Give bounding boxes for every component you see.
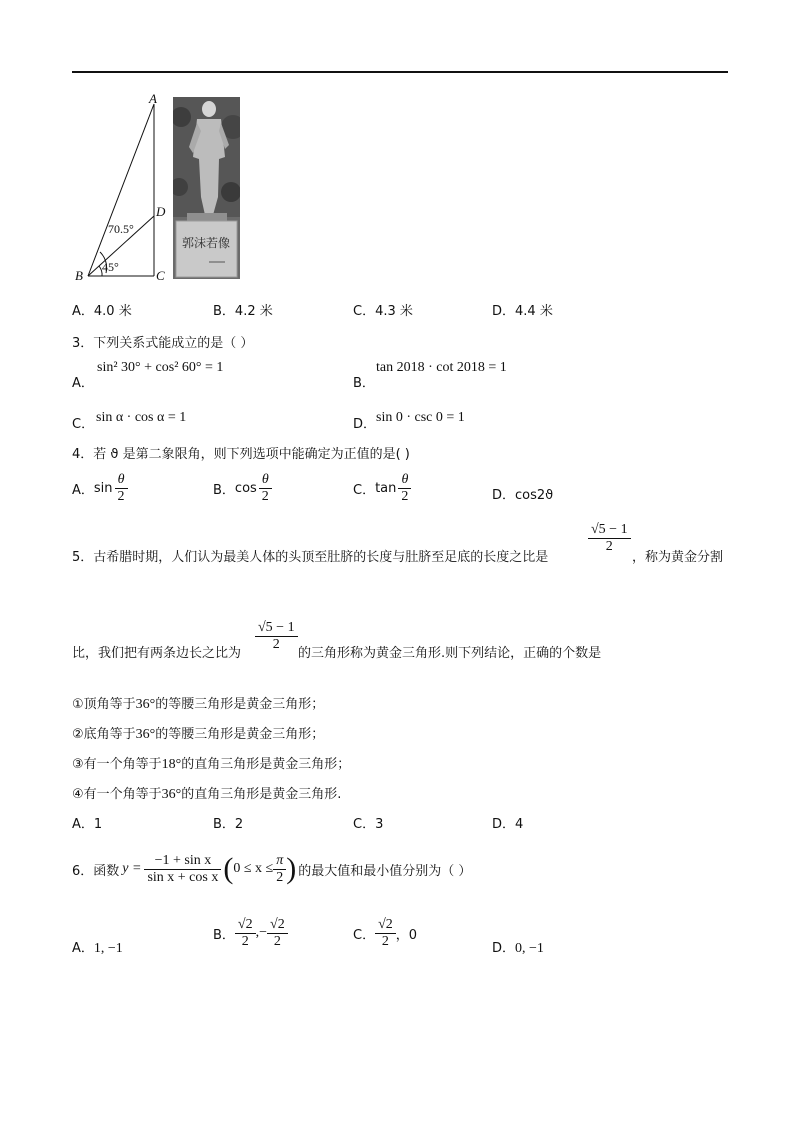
side-ab — [88, 104, 154, 276]
q6-option-b[interactable]: B． $\frac{√2}{2}$ ,− $\frac{√2}{2}$ — [213, 912, 288, 954]
q5-item-3: ③有一个角等于18°的直角三角形是黄金三角形； — [72, 757, 351, 772]
q6-domain-fraction: $\frac{\pi}{2}$ — [273, 853, 286, 886]
q3-option-c-expr[interactable]: sin α · cos α = 1 — [96, 410, 187, 425]
q5-ratio-1: $\frac{√5 - 1}{2}$ — [588, 522, 631, 555]
q5-item-4: ④有一个角等于36°的直角三角形是黄金三角形. — [72, 787, 342, 802]
plaque-inscription: 郭沫若像 — [181, 236, 231, 250]
q5-option-a[interactable]: A．1 — [72, 817, 103, 832]
q4-option-b[interactable]: B． cos $\frac{\theta}{2}$ — [213, 470, 272, 506]
triangle-diagram — [70, 88, 175, 283]
label-d: D — [156, 204, 166, 219]
q2-option-a[interactable]: A．4.0 米 — [72, 304, 132, 319]
q3-option-a-letter[interactable]: A． — [72, 376, 94, 391]
q3-option-c-letter[interactable]: C． — [72, 417, 95, 432]
q4-option-d[interactable]: D．cos2ϑ — [492, 488, 554, 503]
q5-ratio-2: $\frac{√5 - 1}{2}$ — [255, 620, 298, 653]
q4-option-a[interactable]: A． sin $\frac{\theta}{2}$ — [72, 470, 128, 506]
q5-option-d[interactable]: D．4 — [492, 817, 524, 832]
q6-option-c[interactable]: C． $\frac{√2}{2}$ ，0 — [353, 916, 418, 949]
q5-option-b[interactable]: B．2 — [213, 817, 244, 832]
q5-line1-tail: ，称为黄金分割 — [632, 550, 724, 565]
q6-option-d[interactable]: D．0, −1 — [492, 941, 544, 956]
q3-option-b-letter[interactable]: B． — [353, 376, 375, 391]
q6-option-a[interactable]: A．1, −1 — [72, 941, 123, 956]
label-c: C — [156, 268, 165, 283]
q4-stem: 4．若 ϑ 是第二象限角，则下列选项中能确定为正值的是( ) — [72, 447, 410, 462]
q4-option-c[interactable]: C． tan $\frac{\theta}{2}$ — [353, 470, 411, 506]
label-angle-70: 70.5° — [108, 222, 134, 236]
q5-line1: 5．古希腊时期，人们认为最美人体的头顶至肚脐的长度与肚脐至足底的长度之比是 — [72, 550, 549, 565]
q3-stem: 3．下列关系式能成立的是（ ） — [72, 336, 254, 351]
q2-option-d[interactable]: D．4.4 米 — [492, 304, 553, 319]
q2-option-b[interactable]: B．4.2 米 — [213, 304, 273, 319]
q3-option-b-expr[interactable]: tan 2018 · cot 2018 = 1 — [376, 360, 507, 375]
header-rule — [72, 71, 728, 73]
q5-option-c[interactable]: C．3 — [353, 817, 384, 832]
statue-photo — [173, 97, 240, 279]
q5-line2-tail: 的三角形称为黄金三角形.则下列结论，正确的个数是 — [298, 646, 602, 661]
q5-line2-pre: 比，我们把有两条边长之比为 — [72, 646, 242, 661]
q3-option-d-letter[interactable]: D． — [353, 417, 377, 432]
label-angle-45: 45° — [102, 260, 119, 274]
label-a: A — [149, 91, 157, 106]
q5-item-2: ②底角等于36°的等腰三角形是黄金三角形； — [72, 727, 325, 742]
q6-stem: 6．函数 y = $\frac{\text{−1 + sin x}}{\text{sin x + cos x}}$ ( 0 ≤ x ≤ $\frac{\pi}{2}$ ) 的最大值和最小值分别为（ ） — [72, 852, 472, 885]
label-b: B — [75, 268, 83, 283]
q2-option-c[interactable]: C．4.3 米 — [353, 304, 413, 319]
q6-function-fraction: $\frac{\text{−1 + sin x}}{\text{sin x + cos x}}$ — [144, 853, 221, 886]
q3-option-a-expr[interactable]: sin² 30° + cos² 60° = 1 — [97, 360, 224, 375]
q5-item-1: ①顶角等于36°的等腰三角形是黄金三角形； — [72, 697, 325, 712]
q3-option-d-expr[interactable]: sin 0 · csc 0 = 1 — [376, 410, 465, 425]
